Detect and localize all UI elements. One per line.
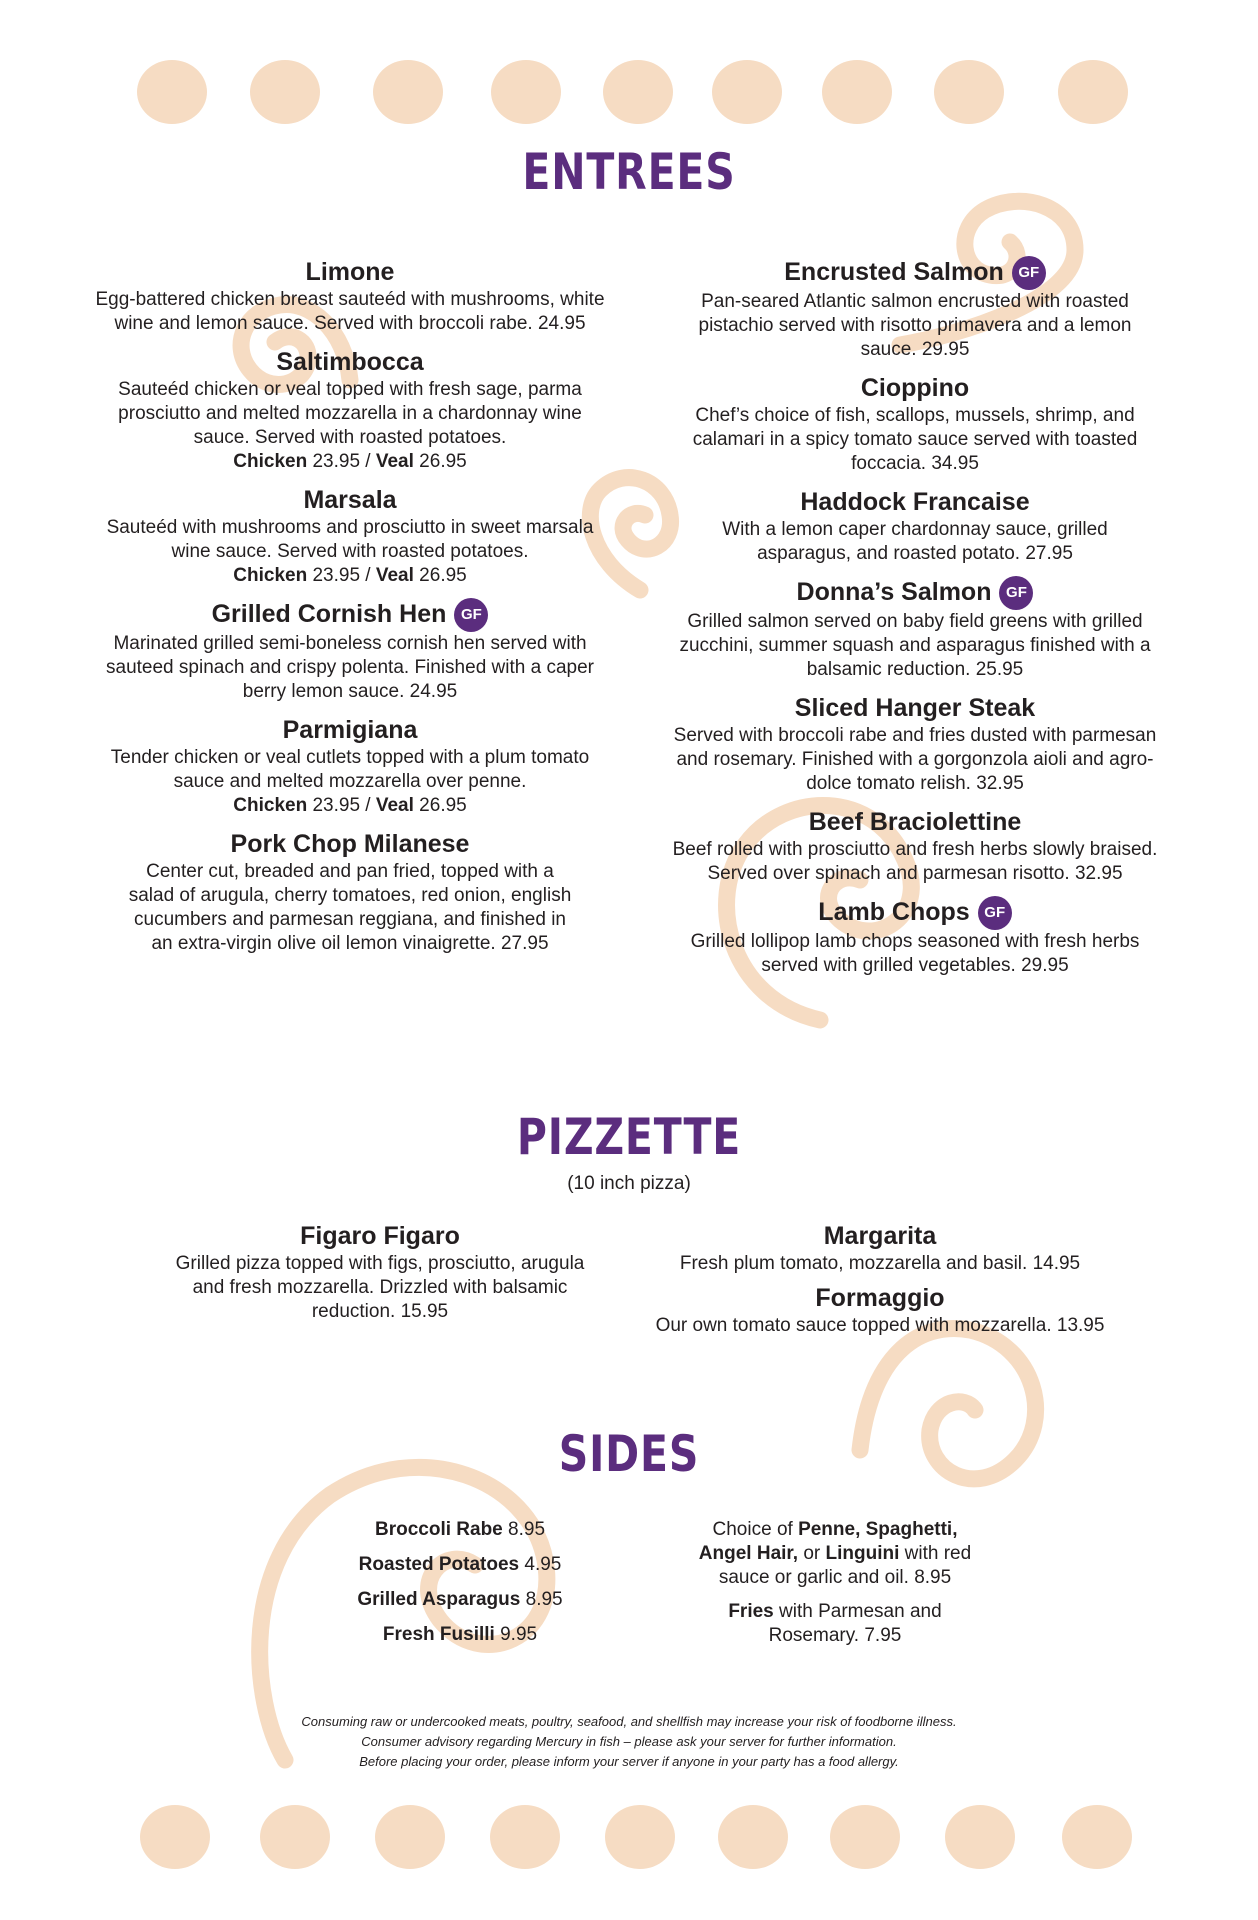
- entrees-left-column: [95, 256, 605, 966]
- pizzette-subtitle: (10 inch pizza): [567, 1173, 691, 1194]
- menu-item: [660, 486, 1170, 566]
- sides-right-column: [690, 1518, 980, 1659]
- item-price: Chicken 23.95 / Veal 26.95: [233, 565, 467, 586]
- entrees-right-column: [660, 256, 1170, 988]
- gluten-free-badge: GF: [454, 598, 488, 632]
- side-item: Grilled Asparagus 8.95: [357, 1589, 563, 1610]
- item-name: Pork Chop Milanese: [230, 830, 470, 858]
- menu-item: [660, 576, 1170, 682]
- item-name: Haddock Francaise: [800, 488, 1030, 516]
- gluten-free-badge: GF: [978, 896, 1012, 930]
- item-name: Margarita: [823, 1222, 937, 1250]
- item-description: Grilled lollipop lamb chops seasoned with fresh herbs served with grilled vegetables. 29.95: [690, 931, 1140, 976]
- item-name: Lamb Chops: [818, 898, 970, 926]
- item-name: Formaggio: [815, 1284, 945, 1312]
- item-description: Sauteéd chicken or veal topped with fresh sage, parma prosciutto and melted mozzarella in a chardonnay wine sauce. Served with roasted potatoes.: [118, 379, 582, 448]
- sides-title: SIDES: [558, 1425, 700, 1483]
- item-description: Our own tomato sauce topped with mozzarella. 13.95: [655, 1315, 1105, 1336]
- menu-item: [660, 256, 1170, 362]
- item-description: Tender chicken or veal cutlets topped with a plum tomato sauce and melted mozzarella over penne.: [110, 747, 590, 792]
- menu-item: [660, 372, 1170, 476]
- menu-item: [95, 484, 605, 588]
- item-name: Figaro Figaro: [300, 1222, 460, 1250]
- item-price: Chicken 23.95 / Veal 26.95: [233, 795, 467, 816]
- sides-left-column: [300, 1518, 620, 1658]
- gluten-free-badge: GF: [999, 576, 1033, 610]
- entrees-title: ENTREES: [522, 143, 736, 201]
- menu-item: [660, 806, 1170, 886]
- item-name: Donna’s Salmon: [796, 578, 992, 606]
- item-description: Fresh plum tomato, mozzarella and basil. 14.95: [679, 1253, 1081, 1274]
- side-item-pasta: Choice of Penne, Spaghetti, Angel Hair, or Linguini with red sauce or garlic and oil. 8.95: [698, 1519, 972, 1588]
- item-name: Encrusted Salmon: [784, 258, 1004, 286]
- menu-item: [95, 598, 605, 704]
- item-description: Egg-battered chicken breast sauteéd with mushrooms, white wine and lemon sauce. Served with broccoli rabe. 24.95: [95, 289, 605, 334]
- item-name: Limone: [305, 258, 395, 286]
- menu-item: [660, 692, 1170, 796]
- item-price: Chicken 23.95 / Veal 26.95: [233, 451, 467, 472]
- side-item: Roasted Potatoes 4.95: [358, 1554, 562, 1575]
- item-name: Cioppino: [860, 374, 970, 402]
- menu-item: [95, 714, 605, 818]
- disclaimer-line: Consuming raw or undercooked meats, poultry, seafood, and shellfish may increase your risk of foodborne illness.: [301, 1714, 957, 1729]
- item-name: Sliced Hanger Steak: [794, 694, 1036, 722]
- item-description: Pan-seared Atlantic salmon encrusted with roasted pistachio served with risotto primavera and a lemon sauce. 29.95: [698, 291, 1132, 360]
- item-name: Saltimbocca: [276, 348, 424, 376]
- item-name: Marsala: [303, 486, 397, 514]
- item-name: Grilled Cornish Hen: [211, 600, 447, 628]
- side-item: Broccoli Rabe 8.95: [374, 1519, 546, 1540]
- item-description: Chef’s choice of fish, scallops, mussels, shrimp, and calamari in a spicy tomato sauce served with toasted foccacia. 34.95: [692, 405, 1138, 474]
- side-item-fries: Fries with Parmesan and Rosemary. 7.95: [728, 1601, 942, 1646]
- gluten-free-badge: GF: [1012, 256, 1046, 290]
- menu-item: [620, 1282, 1140, 1338]
- menu-item: [95, 828, 605, 956]
- item-description: With a lemon caper chardonnay sauce, grilled asparagus, and roasted potato. 27.95: [722, 519, 1108, 564]
- food-safety-disclaimer: [0, 1712, 1258, 1772]
- item-description: Sauteéd with mushrooms and prosciutto in sweet marsala wine sauce. Served with roasted potatoes.: [106, 517, 594, 562]
- pizzette-title: PIZZETTE: [516, 1108, 742, 1166]
- pizzette-left-column: [165, 1220, 595, 1334]
- menu-item: [660, 896, 1170, 978]
- menu-item: [165, 1220, 595, 1324]
- menu-item: [620, 1220, 1140, 1276]
- menu-item: [95, 256, 605, 336]
- menu-item: [95, 346, 605, 474]
- item-description: Center cut, breaded and pan fried, topped with a salad of arugula, cherry tomatoes, red onion, english cucumbers and parmesan reggiana, and finished in an extra-virgin olive oil lemon vinaigrette. 27.95: [128, 861, 572, 954]
- item-name: Parmigiana: [282, 716, 418, 744]
- item-description: Grilled salmon served on baby field greens with grilled zucchini, summer squash and asparagus finished with a balsamic reduction. 25.95: [679, 611, 1151, 680]
- pizzette-right-column: [620, 1220, 1140, 1348]
- disclaimer-line: Before placing your order, please inform your server if anyone in your party has a food allergy.: [359, 1754, 899, 1769]
- item-name: Beef Braciolettine: [808, 808, 1022, 836]
- item-description: Served with broccoli rabe and fries dusted with parmesan and rosemary. Finished with a gorgonzola aioli and agro-dolce tomato relish. 32.95: [673, 725, 1157, 794]
- item-description: Marinated grilled semi-boneless cornish hen served with sauteed spinach and crispy polenta. Finished with a caper berry lemon sauce. 24.95: [106, 633, 594, 702]
- disclaimer-line: Consumer advisory regarding Mercury in fish – please ask your server for further information.: [361, 1734, 897, 1749]
- side-item: Fresh Fusilli 9.95: [382, 1624, 538, 1645]
- item-description: Grilled pizza topped with figs, prosciutto, arugula and fresh mozzarella. Drizzled with balsamic reduction. 15.95: [175, 1253, 585, 1322]
- item-description: Beef rolled with prosciutto and fresh herbs slowly braised. Served over spinach and parmesan risotto. 32.95: [672, 839, 1158, 884]
